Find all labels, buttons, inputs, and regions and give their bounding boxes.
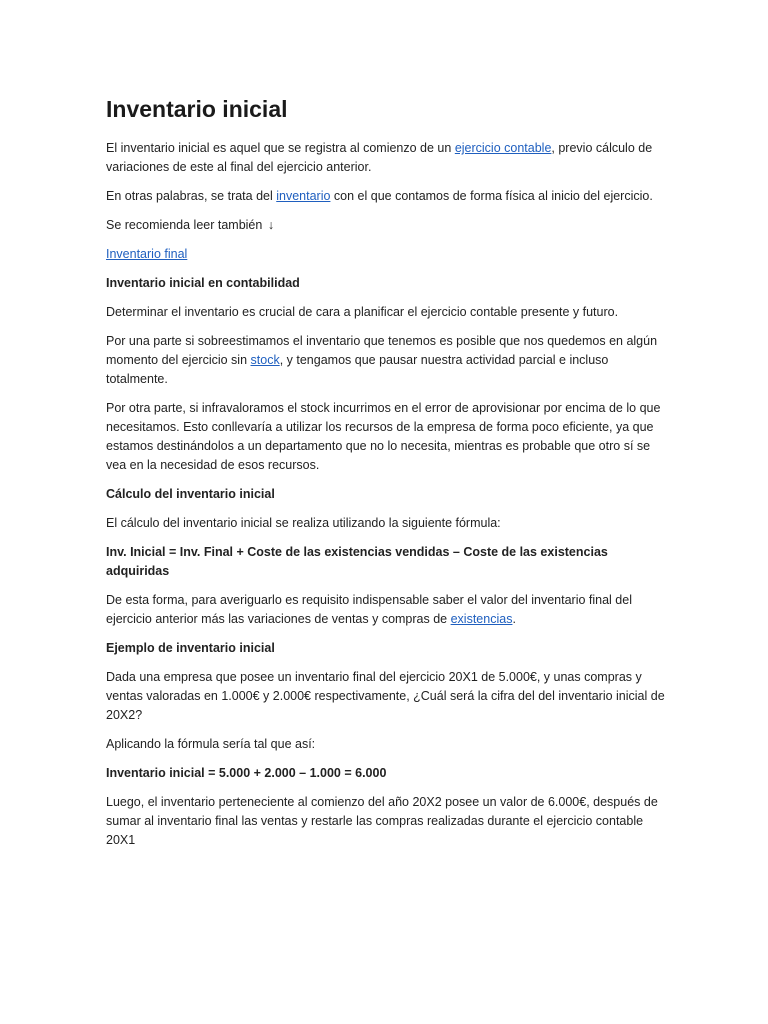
section-heading-ejemplo: Ejemplo de inventario inicial (106, 641, 275, 655)
link-existencias[interactable]: existencias (450, 612, 513, 626)
paragraph-infravaloramos: Por otra parte, si infravaloramos el stock incurrimos en el error de aprovisionar por encima de lo que necesitamos. Esto conllevaría a utilizar los recursos de la empresa de forma poco eficiente, ya que estamos destinándolos a un departamento que no lo necesita, mientras es probable que otro sí se vea en la necesidad de esos recursos. (106, 401, 661, 472)
recommend-paragraph (106, 216, 668, 235)
paragraph-calculo: El cálculo del inventario inicial se realiza utilizando la siguiente fórmula: (106, 516, 501, 530)
formula-ejemplo-resultado: Inventario inicial = 5.000 + 2.000 – 1.000 = 6.000 (106, 766, 387, 780)
paragraph-ejemplo: Dada una empresa que posee un inventario final del ejercicio 20X1 de 5.000€, y unas compras y ventas valoradas en 1.000€ y 2.000€ respectivamente, ¿Cuál será la cifra del del inventario inicial de 20X2? (106, 670, 665, 722)
paragraph-determinar: Determinar el inventario es crucial de cara a planificar el ejercicio contable presente y futuro. (106, 305, 619, 319)
paragraph-aplicando: Aplicando la fórmula sería tal que así: (106, 737, 316, 751)
section-heading-calculo: Cálculo del inventario inicial (106, 487, 275, 501)
definition-text-before: En otras palabras, se trata del (106, 189, 277, 203)
section-heading-contabilidad: Inventario inicial en contabilidad (106, 276, 300, 290)
link-inventario-final[interactable]: Inventario final (106, 247, 188, 261)
recommend-text: Se recomienda leer también (106, 218, 263, 232)
definition-text-after: con el que contamos de forma física al inicio del ejercicio. (330, 189, 653, 203)
link-stock[interactable]: stock (250, 353, 280, 367)
paragraph-sobreestimamos (106, 332, 668, 389)
paragraph-averiguarlo (106, 591, 668, 629)
link-ejercicio-contable[interactable]: ejercicio contable (454, 141, 552, 155)
intro-text-after: , previo cálculo de variaciones de este al final del ejercicio anterior. (106, 141, 653, 174)
averiguarlo-text-after: . (512, 612, 516, 626)
intro-text-before: El inventario inicial es aquel que se registra al comienzo de un (106, 141, 455, 155)
definition-paragraph (106, 187, 668, 206)
related-link-paragraph (106, 245, 668, 264)
averiguarlo-text-before: De esta forma, para averiguarlo es requisito indispensable saber el valor del inventario final del ejercicio anterior más las variaciones de ventas y compras de (106, 593, 632, 626)
formula-inventario-inicial: Inv. Inicial = Inv. Final + Coste de las existencias vendidas – Coste de las existencias adquiridas (106, 545, 608, 578)
paragraph-conclusion: Luego, el inventario perteneciente al comienzo del año 20X2 posee un valor de 6.000€, después de sumar al inventario final las ventas y restarle las compras realizadas durante el ejercicio contable 20X1 (106, 795, 658, 847)
arrow-down-icon: ↓ (267, 218, 275, 232)
page-title: Inventario inicial (106, 96, 288, 122)
intro-paragraph (106, 139, 668, 177)
sobreestimamos-text-after: , y tengamos que pausar nuestra actividad parcial e incluso totalmente. (106, 353, 609, 386)
link-inventario[interactable]: inventario (276, 189, 331, 203)
sobreestimamos-text-before: Por una parte si sobreestimamos el inventario que tenemos es posible que nos quedemos en algún momento del ejercicio sin (106, 334, 658, 367)
